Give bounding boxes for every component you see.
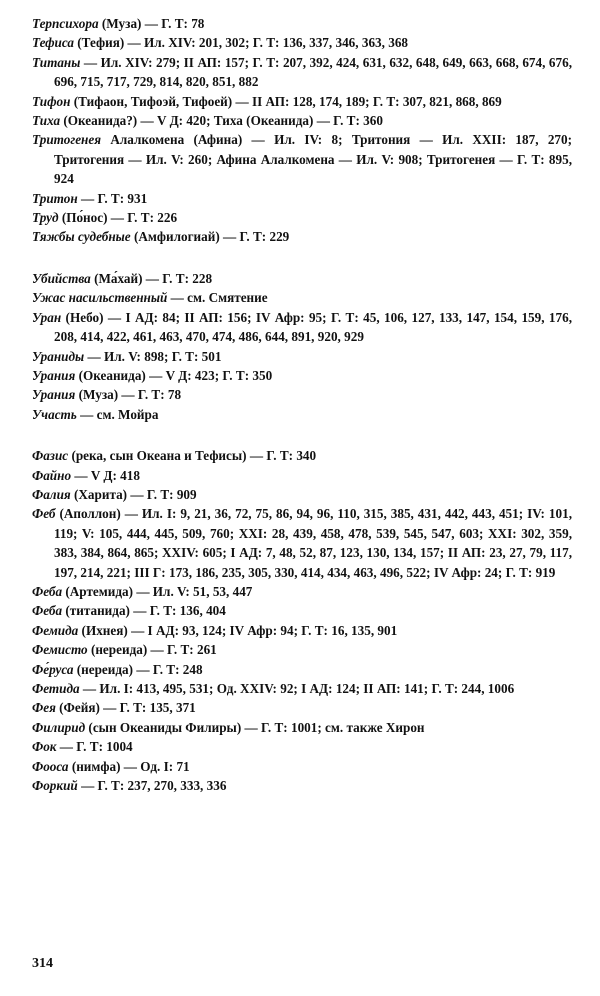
index-entry (32, 621, 572, 640)
index-entry (32, 308, 572, 347)
entry-references: (Тифаон, Тифоэй, Тифоей) — II АП: 128, 174, 189; Г. Т: 307, 821, 868, 869 (70, 93, 502, 109)
entry-heading: Титаны (32, 54, 81, 70)
entry-heading: Фооса (32, 758, 69, 774)
entry-references: — Г. Т: 931 (77, 190, 148, 206)
entry-heading: Файно (32, 467, 72, 483)
entry-heading: Терпсихора (32, 16, 99, 31)
entry-references: (Аполлон) — Ил. I: 9, 21, 36, 72, 75, 86, 94, 96, 110, 315, 385, 431, 442, 443, 451; IV: 101, 119; V: 105, 444, 445, 509, 760; XXI: 28, 439, 458, 478, 539, 545, 547, 603; XXI: 302, 359, 383, 384, 864, 865; XXIV: 605; I АД: 7, 48, 52, 87, 123, 130, 134, 157; II АП: 23, 27, 79, 117, 197, 214, 221; III Г: 173, 186, 235, 305, 330, 414, 434, 463, 496, 522; IV Афр: 24; Г. Т: 919 (54, 506, 572, 580)
entry-references: — Ил. I: 413, 495, 531; Од. XXIV: 92; I АД: 124; II АП: 141; Г. Т: 244, 1006 (79, 681, 515, 696)
entry-references: (По́нос) — Г. Т: 226 (58, 210, 178, 226)
entry-heading: Феб (32, 506, 56, 522)
index-entry (32, 660, 572, 679)
entry-references: (Океанида) — V Д: 423; Г. Т: 350 (75, 367, 273, 383)
index-page (32, 14, 572, 795)
entry-heading: Урания (32, 387, 76, 403)
entry-references: (нереида) — Г. Т: 248 (73, 661, 203, 677)
entry-references: (нимфа) — Од. I: 71 (68, 758, 190, 774)
entry-references: — Ил. V: 898; Г. Т: 501 (84, 348, 222, 364)
entry-references: (Муза) — Г. Т: 78 (75, 387, 182, 403)
section-gap (32, 424, 572, 446)
entry-heading: Тиха (32, 113, 61, 129)
entry-references: — см. Мойра (76, 406, 159, 422)
entry-references: (нереида) — Г. Т: 261 (87, 642, 217, 658)
entry-references: — Г. Т: 1004 (56, 739, 133, 755)
entry-heading: Форкий (32, 778, 78, 794)
entry-heading: Тритон (32, 190, 78, 206)
entry-references: (сын Океаниды Филиры) — Г. Т: 1001; см. также Хирон (85, 719, 425, 735)
index-entry (32, 130, 572, 188)
entry-heading: Фемисто (32, 642, 88, 658)
entry-heading: Фемида (32, 622, 79, 638)
index-entry (32, 33, 572, 52)
entry-references: — см. Смятение (167, 290, 268, 306)
index-entry (32, 718, 572, 737)
index-section (32, 14, 572, 247)
index-entry (32, 208, 572, 227)
index-entry (32, 640, 572, 659)
entry-heading: Фетида (32, 681, 80, 696)
index-entry (32, 366, 572, 385)
index-entry (32, 14, 572, 33)
entry-references: (Фейя) — Г. Т: 135, 371 (55, 700, 196, 716)
entry-references: — Г. Т: 237, 270, 333, 336 (77, 778, 227, 794)
entry-references: (Тефия) — Ил. XIV: 201, 302; Г. Т: 136, 337, 346, 363, 368 (73, 35, 409, 51)
index-entry (32, 92, 572, 111)
index-entry (32, 385, 572, 404)
entry-heading: Фазис (32, 448, 69, 464)
entry-heading: Ужас насильственный (32, 290, 168, 306)
index-entry (32, 601, 572, 620)
index-section (32, 446, 572, 795)
index-entry (32, 269, 572, 288)
page-number: 314 (32, 956, 53, 971)
entry-heading: Ураниды (32, 348, 85, 364)
index-entry (32, 504, 572, 582)
entry-heading: Урания (32, 367, 76, 383)
entry-heading: Фалия (32, 486, 71, 502)
index-entry (32, 189, 572, 208)
index-entry (32, 111, 572, 130)
index-entry (32, 466, 572, 485)
entry-references: (Харита) — Г. Т: 909 (70, 486, 197, 502)
entry-heading: Фе́руса (32, 661, 74, 677)
entry-references: (Амфилогиай) — Г. Т: 229 (130, 229, 290, 245)
entry-references: (Муза) — Г. Т: 78 (98, 16, 205, 31)
entry-heading: Филирид (32, 719, 86, 735)
index-entry (32, 227, 572, 246)
index-entry (32, 405, 572, 424)
index-section (32, 269, 572, 424)
index-entry (32, 757, 572, 776)
entry-references: (Ихнея) — I АД: 93, 124; IV Афр: 94; Г. Т: 16, 135, 901 (78, 622, 398, 638)
entry-heading: Труд (32, 210, 59, 226)
entry-references: (Ма́хай) — Г. Т: 228 (90, 270, 213, 286)
entry-references: (река, сын Океана и Тефисы) — Г. Т: 340 (68, 448, 317, 464)
index-entry (32, 446, 572, 465)
index-entry (32, 347, 572, 366)
index-entry (32, 698, 572, 717)
entry-references: — Ил. XIV: 279; II АП: 157; Г. Т: 207, 392, 424, 631, 632, 648, 649, 663, 668, 674, 676, 696, 715, 717, 729, 814, 820, 851, 882 (54, 54, 572, 90)
index-entry (32, 485, 572, 504)
entry-heading: Фок (32, 739, 57, 755)
index-entry (32, 582, 572, 601)
index-entry (32, 776, 572, 795)
entry-heading: Тефиса (32, 35, 74, 51)
index-entry (32, 53, 572, 92)
entry-references: Алалкомена (Афина) — Ил. IV: 8; Тритония — Ил. XXII: 187, 270; Тритогения — Ил. V: 260; Афина Алалкомена — Ил. V: 908; Тритогенея — Г. Т: 895, 924 (54, 132, 572, 187)
section-gap (32, 247, 572, 269)
entry-heading: Тритогенея (32, 132, 102, 148)
entry-references: (Артемида) — Ил. V: 51, 53, 447 (62, 583, 253, 599)
entry-heading: Тифон (32, 93, 71, 109)
index-entry (32, 737, 572, 756)
entry-heading: Тяжбы судебные (32, 229, 131, 245)
entry-heading: Феба (32, 583, 63, 599)
entry-references: (титанида) — Г. Т: 136, 404 (62, 603, 226, 619)
entry-references: (Океанида?) — V Д: 420; Тиха (Океанида) — Г. Т: 360 (60, 113, 383, 129)
entry-heading: Участь (32, 406, 77, 422)
entry-heading: Убийства (32, 270, 91, 286)
entry-heading: Феба (32, 603, 63, 619)
entry-heading: Уран (32, 309, 62, 325)
index-entry (32, 679, 572, 698)
entry-heading: Фея (32, 700, 56, 716)
entry-references: — V Д: 418 (71, 467, 140, 483)
index-entry (32, 288, 572, 307)
entry-references: (Небо) — I АД: 84; II АП: 156; IV Афр: 95; Г. Т: 45, 106, 127, 133, 147, 154, 159, 176, 208, 414, 422, 461, 463, 470, 474, 486, 644, 891, 920, 929 (54, 309, 572, 345)
